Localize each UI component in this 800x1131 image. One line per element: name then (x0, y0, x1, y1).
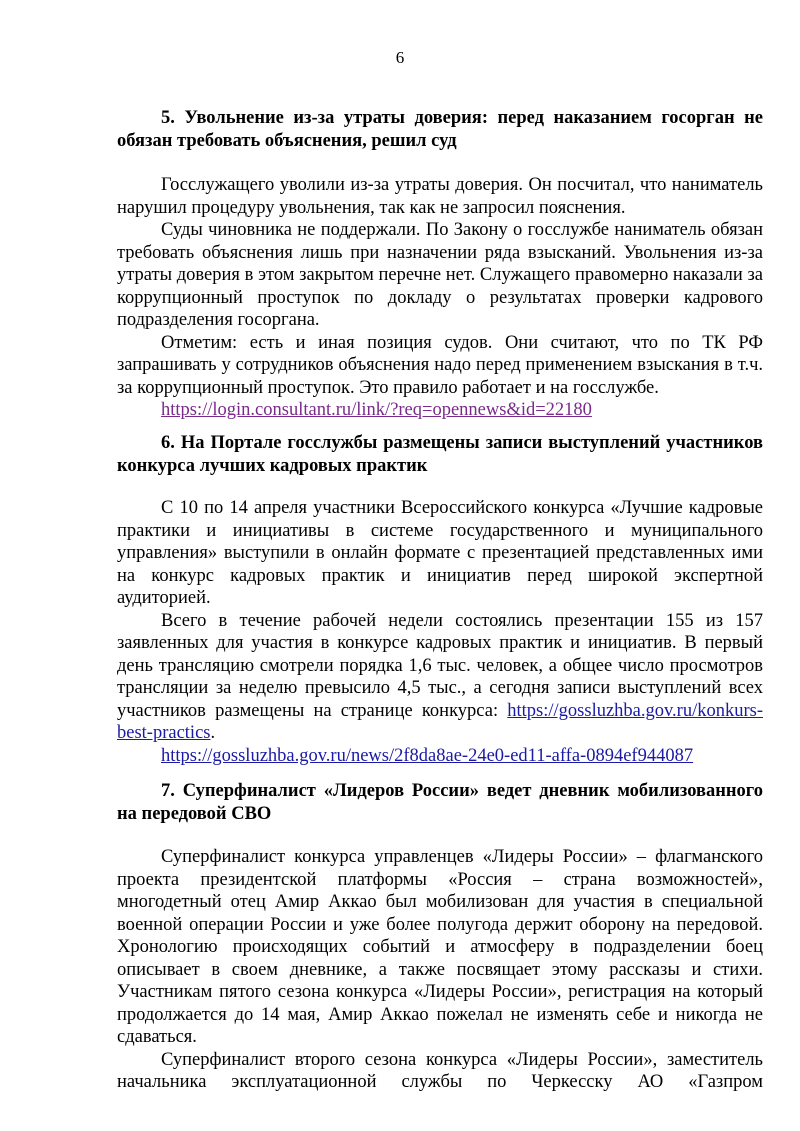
paragraph: Суперфиналист конкурса управленцев «Лидеры России» – флагманского проекта президентской платформы «Россия – страна возможностей», многодетный отец Амир Аккао был мобилизован для участия в специальной военной операции России и уже более полугода держит оборону на передовой. Хронологию происходящих событий и атмосферу в подразделении боец описывает в своем дневнике, а также посвящает этому рассказы и стихи. Участникам пятого сезона конкурса «Лидеры России», регистрация на который продолжается до 14 мая, Амир Аккао пожелал не изменять себе и никогда не сдаваться. (117, 847, 763, 1047)
section-6 (117, 432, 763, 477)
source-link[interactable]: https://login.consultant.ru/link/?req=opennews&id=22180 (161, 400, 592, 420)
page-number: 6 (395, 48, 405, 67)
section-6-body (117, 497, 763, 767)
section-7 (117, 780, 763, 825)
paragraph: Всего в течение рабочей недели состоялись презентации 155 из 157 заявленных для участия в конкурсе кадровых практик и инициатив. В первый день трансляцию смотрели порядка 1,6 тыс. человек, а общее число просмотров трансляции за неделю превысило 4,5 тыс., а сегодня записи выступлений всех участников размещены на странице конкурса: https://gossluzhba.gov.ru/konkurs-best-practics. (117, 610, 763, 743)
paragraph: С 10 по 14 апреля участники Всероссийского конкурса «Лучшие кадровые практики и инициативы в системе государственного и муниципального управления» выступили в онлайн формате с презентацией представленных ими на конкурс кадровых практик и инициатив перед широкой экспертной аудиторией. (117, 498, 763, 608)
section-heading: 5. Увольнение из-за утраты доверия: перед наказанием госорган не обязан требовать объяснения, решил суд (117, 108, 763, 151)
section-5 (117, 107, 763, 152)
paragraph: Суперфиналист второго сезона конкурса «Лидеры России», заместитель начальника эксплуатационной службы по Черкесску АО «Газпром (117, 1049, 763, 1092)
section-heading: 6. На Портале госслужбы размещены записи выступлений участников конкурса лучших кадровых практик (117, 433, 763, 476)
paragraph: Суды чиновника не поддержали. По Закону о госслужбе наниматель обязан требовать объяснения лишь при назначении ряда взысканий. Увольнения из-за утраты доверия в этом закрытом перечне нет. Служащего правомерно наказали за коррупционный проступок по докладу о результатах проверки кадрового подразделения госоргана. (117, 220, 763, 330)
paragraph: Госслужащего уволили из-за утраты доверия. Он посчитал, что наниматель нарушил процедуру увольнения, так как не запросил пояснения. (117, 175, 763, 218)
section-5-body (117, 174, 763, 422)
section-7-body (117, 846, 763, 1094)
paragraph: Отметим: есть и иная позиция судов. Они считают, что по ТК РФ запрашивать у сотрудников объяснения надо перед применением взыскания в т.ч. за коррупционный проступок. Это правило работает и на госслужбе. (117, 332, 763, 398)
section-heading: 7. Суперфиналист «Лидеров России» ведет дневник мобилизованного на передовой СВО (117, 781, 763, 824)
source-link[interactable]: https://gossluzhba.gov.ru/news/2f8da8ae-24e0-ed11-affa-0894ef944087 (161, 745, 694, 766)
contest-page-link[interactable]: https://gossluzhba.gov.ru/konkurs-best-practics (117, 700, 763, 743)
